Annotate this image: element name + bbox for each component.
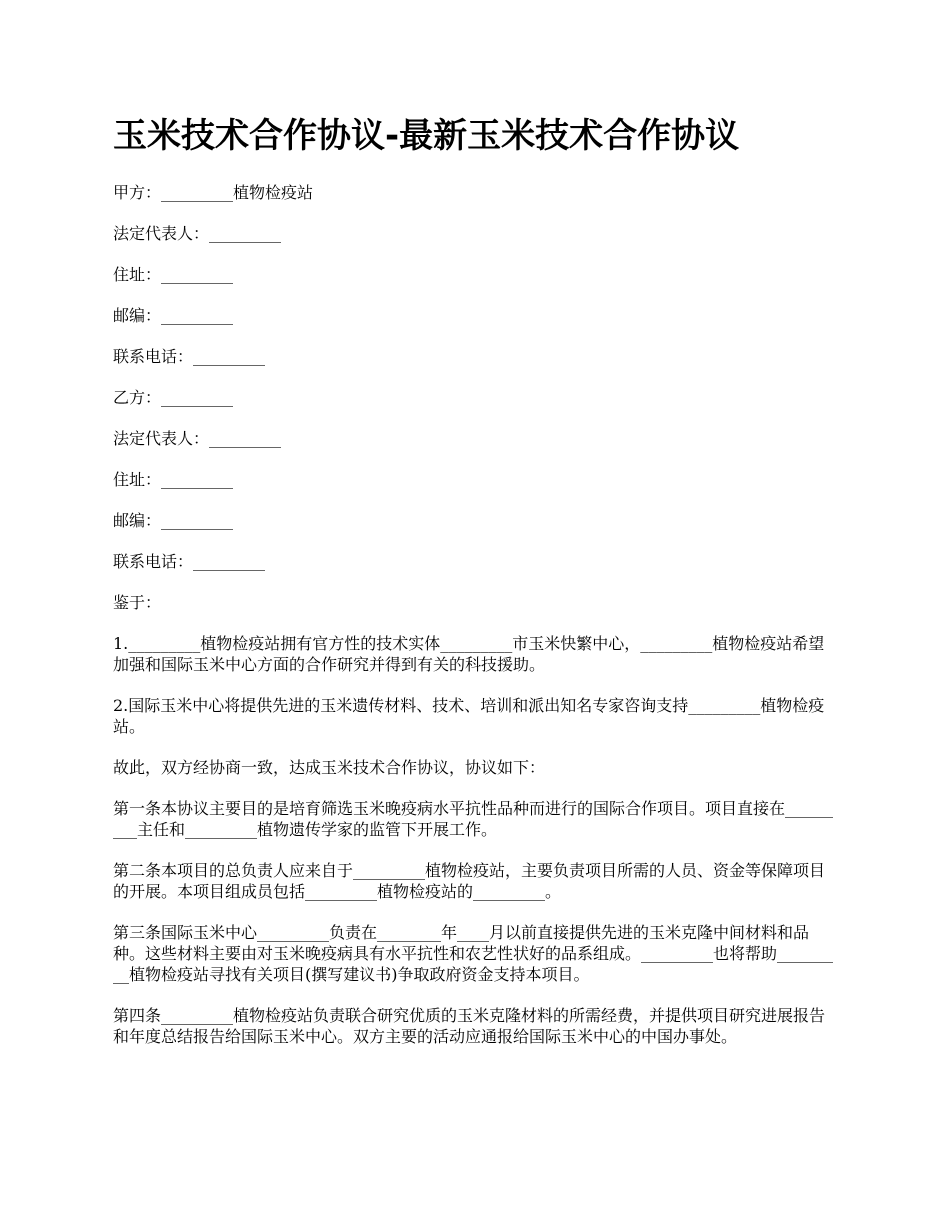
party-a-name: 甲方：_________植物检疫站 [113, 183, 314, 202]
article-1: 第一条本协议主要目的是培育筛选玉米晚疫病水平抗性品种而进行的国际合作项目。项目直接在_________主任和_________植物遗传学家的监管下开展工作。 [113, 799, 834, 839]
whereas-heading: 鉴于： [113, 593, 162, 612]
document-page [113, 110, 840, 1067]
article-4: 第四条_________植物检疫站负责联合研究优质的玉米克隆材料的所需经费，并提供项目研究进展报告和年度总结报告给国际玉米中心。双方主要的活动应通报给国际玉米中心的中国办事处。 [113, 1006, 826, 1046]
party-a-phone: 联系电话：_________ [113, 347, 266, 366]
party-b-phone: 联系电话：_________ [113, 552, 266, 571]
party-a-representative: 法定代表人：_________ [113, 224, 282, 243]
recital-1: 1._________植物检疫站拥有官方性的技术实体_________市玉米快繁中心，_________植物检疫站希望加强和国际玉米中心方面的合作研究并得到有关的科技援助。 [113, 634, 825, 674]
party-a-address: 住址：_________ [113, 265, 234, 284]
recital-2: 2.国际玉米中心将提供先进的玉米遗传材料、技术、培训和派出知名专家咨询支持_________植物检疫站。 [113, 696, 825, 736]
article-2: 第二条本项目的总负责人应来自于_________植物检疫站，主要负责项目所需的人员、资金等保障项目的开展。本项目组成员包括_________植物检疫站的_________。 [113, 861, 826, 901]
party-b-name: 乙方：_________ [113, 388, 234, 407]
party-a-block [113, 182, 840, 368]
party-b-address: 住址：_________ [113, 470, 234, 489]
document-title: 玉米技术合作协议-最新玉米技术合作协议 [113, 116, 740, 156]
party-b-representative: 法定代表人：_________ [113, 429, 282, 448]
party-b-postcode: 邮编：_________ [113, 511, 234, 530]
agreement-intro: 故此，双方经协商一致，达成玉米技术合作协议，协议如下： [113, 758, 546, 777]
party-b-block [113, 387, 840, 573]
article-3: 第三条国际玉米中心_________负责在________年____月以前直接提供先进的玉米克隆中间材料和品种。这些材料主要由对玉米晚疫病具有水平抗性和农艺性状好的品系组成。_________也将帮助_________植物检疫站寻找有关项目(撰写建议书)争取政府资金支持本项目。 [113, 923, 834, 984]
party-a-postcode: 邮编：_________ [113, 306, 234, 325]
